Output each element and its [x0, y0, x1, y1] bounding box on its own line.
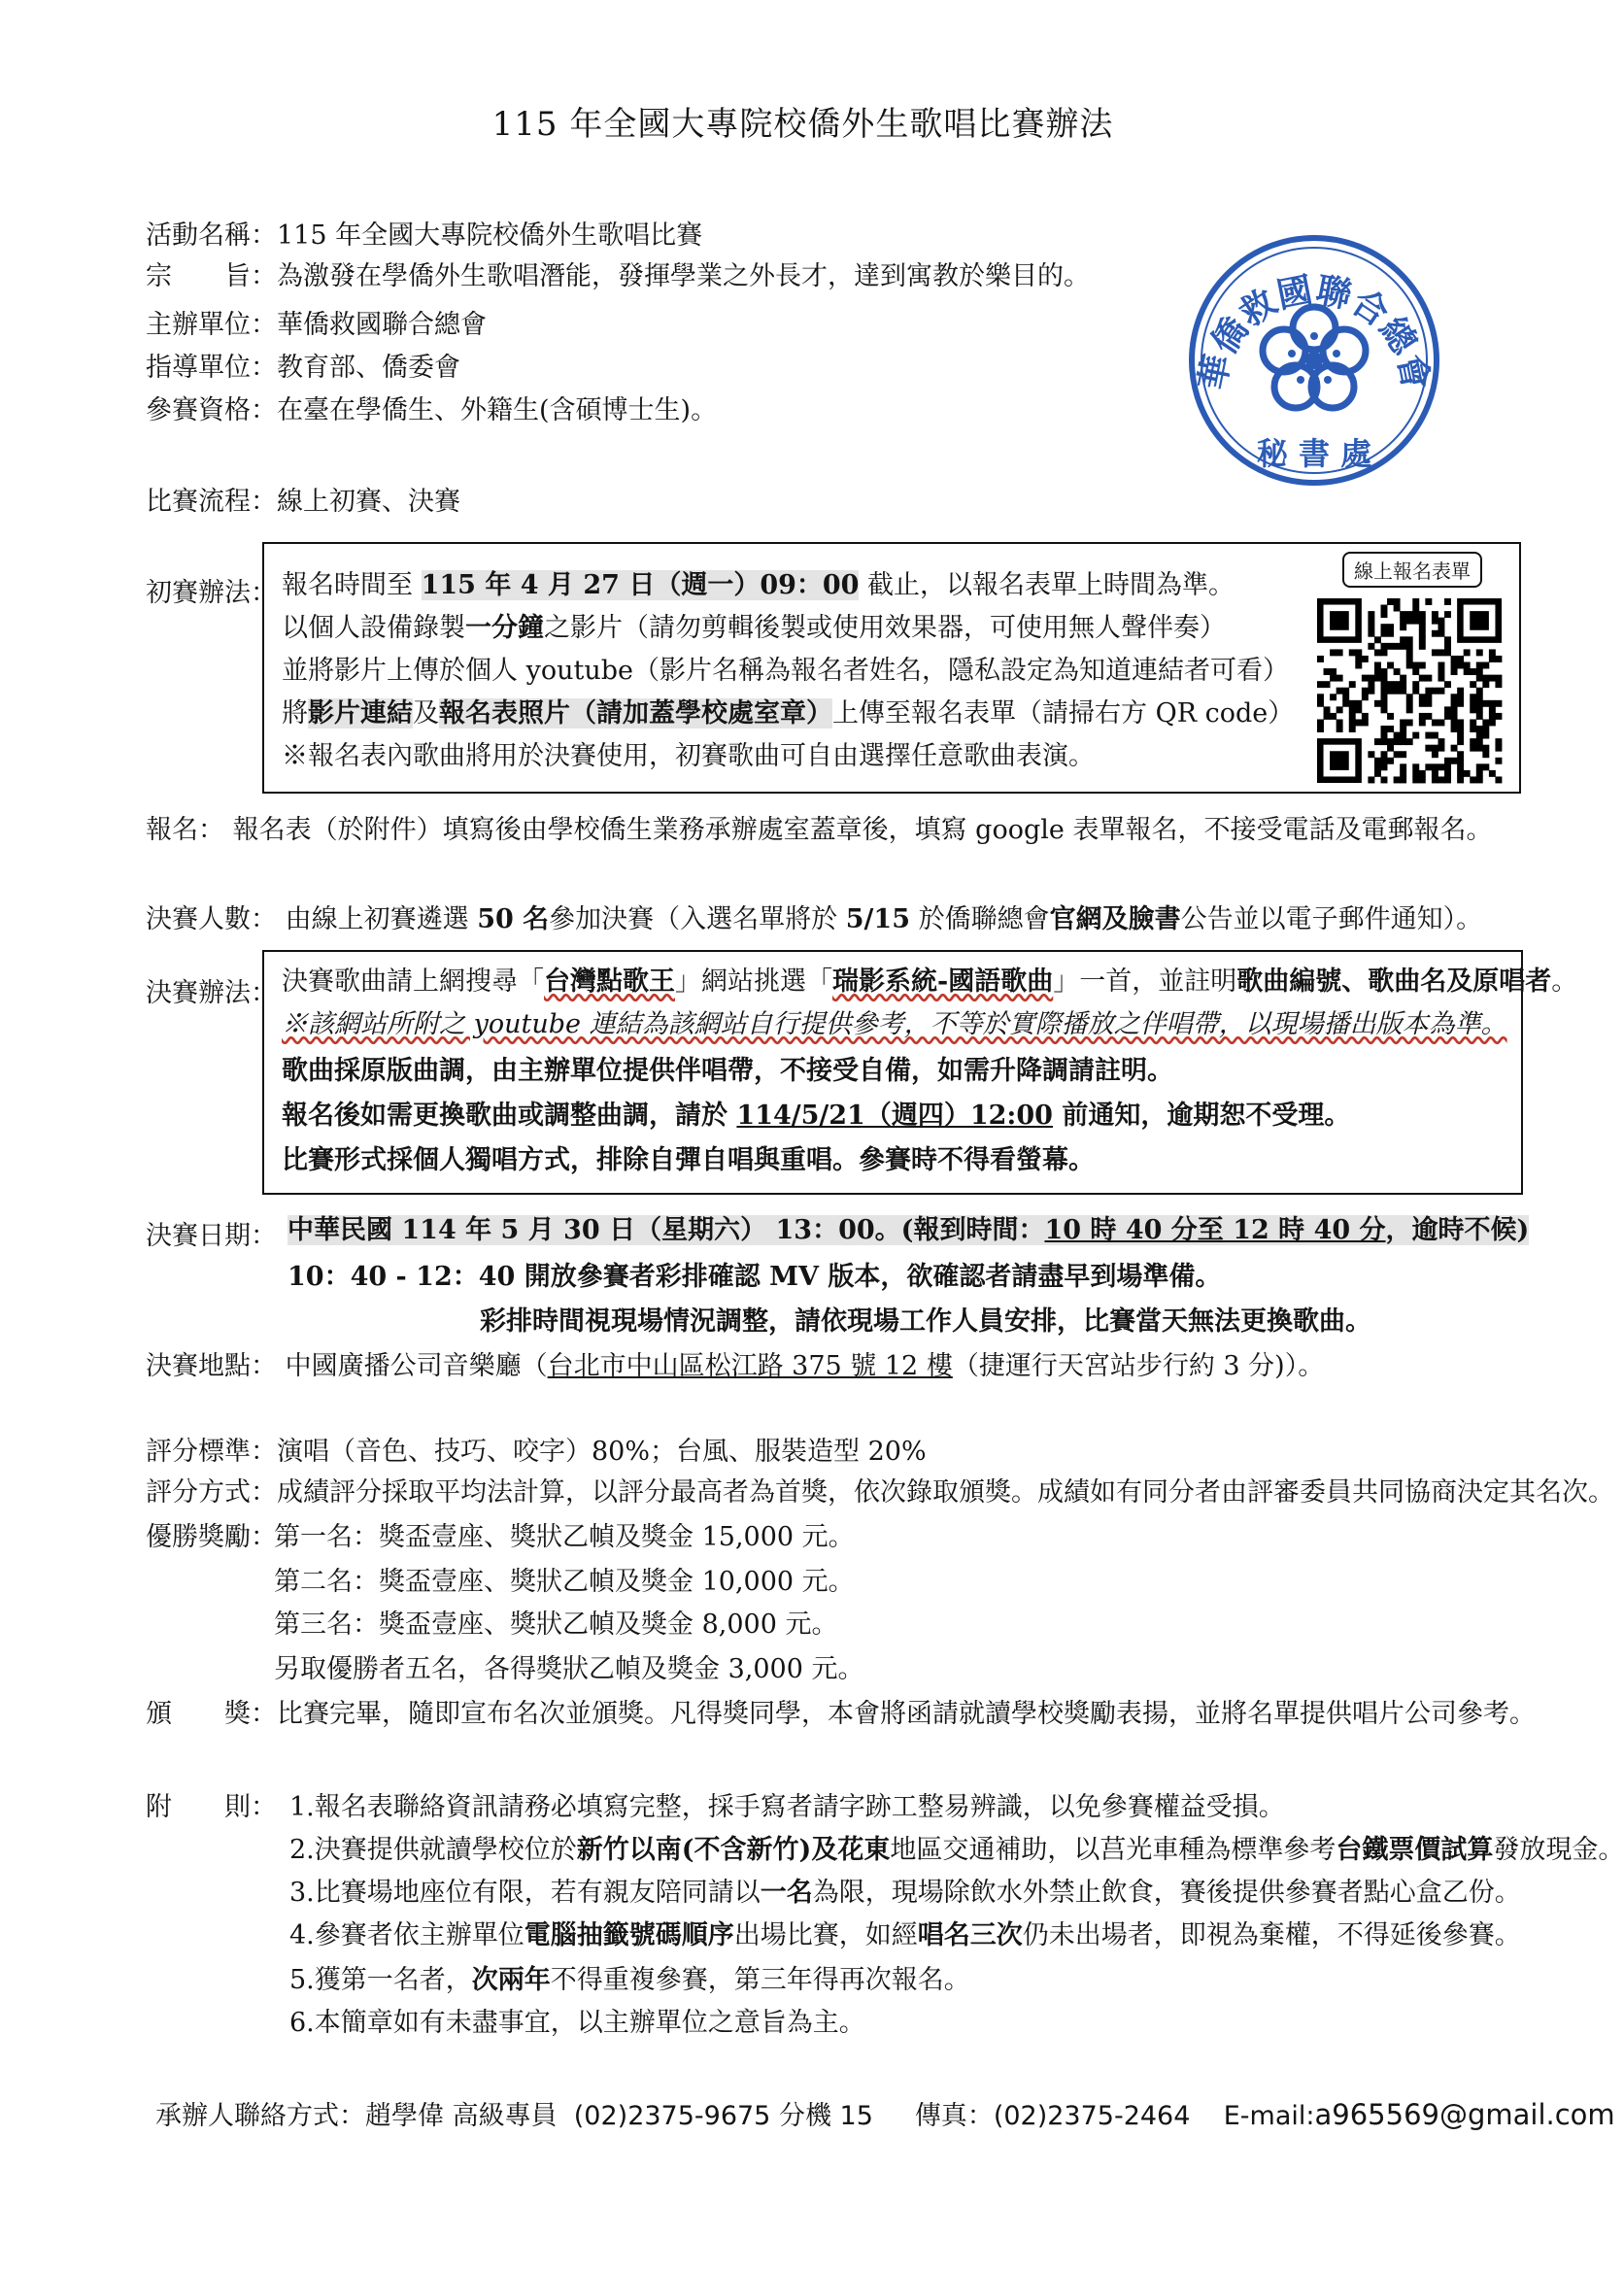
info-value: 在臺在學僑生、外籍生(含碩博士生)。 — [277, 395, 718, 425]
prelim-line-2: 以個人設備錄製一分鐘之影片（請勿剪輯後製或使用效果器，可使用無人聲伴奏） — [282, 613, 1226, 643]
method-row: 評分方式：成績評分採取平均法計算，以評分最高者為首獎，依次錄取頒獎。成績如有同分者由評審委員共同協商決定其名次。 — [146, 1477, 1614, 1508]
info-label: 活動名稱： — [146, 220, 277, 251]
final-label: 決賽辦法： — [146, 978, 277, 1008]
signup-value: 報名表（於附件）填寫後由學校僑生業務承辦處室蓋章後，填寫 google 表單報名，不接受電話及電郵報名。 — [232, 815, 1493, 845]
qr-code-icon[interactable] — [1317, 598, 1502, 783]
seal-ring-text: 華僑救國聯合總會 — [1191, 269, 1438, 393]
info-value: 為激發在學僑外生歌唱潛能，發揮學業之外長才，達到寓教於樂目的。 — [277, 261, 1090, 291]
qr-label: 線上報名表單 — [1342, 552, 1482, 588]
date-label: 決賽日期： — [146, 1221, 277, 1251]
rule-4: 4.參賽者依主辦單位電腦抽籤號碼順序出場比賽，如經唱名三次仍未出場者，即視為棄權，不得延後參賽。 — [289, 1920, 1521, 1950]
date-line-2: 10：40 - 12：40 開放參賽者彩排確認 MV 版本，欲確認者請盡早到場準備。 — [288, 1262, 1222, 1292]
signup-row — [146, 814, 1492, 847]
info-purpose — [146, 260, 1090, 293]
site-name: 台灣點歌王 — [544, 966, 675, 997]
date-line-1: 中華民國 114 年 5 月 30 日（星期六） 13：00。(報到時間：10 時 40 分至 12 時 40 分，逾時不候) — [288, 1215, 1530, 1245]
prelim-line-4: 將影片連結及報名表照片（請加蓋學校處室章）上傳至報名表單（請掃右方 QR code） — [282, 698, 1295, 729]
song-system: 瑞影系統-國語歌曲 — [832, 966, 1054, 997]
info-process — [146, 486, 460, 519]
info-label: 主辦單位： — [146, 310, 277, 340]
prelim-label: 初賽辦法： — [146, 578, 277, 608]
final-line-2: ※該網站所附之 youtube 連結為該網站自行提供參考，不等於實際播放之伴唱帶，以現場播出版本為準。 — [282, 1009, 1507, 1039]
signup-label: 報名： — [146, 815, 224, 845]
rule-1: 1.報名表聯絡資訊請務必填寫完整，採手寫者請字跡工整易辨識，以免參賽權益受損。 — [289, 1792, 1285, 1822]
info-label: 指導單位： — [146, 353, 277, 383]
prize-item-3: 第三名：獎盃壹座、獎狀乙幀及獎金 8,000 元。 — [274, 1610, 838, 1640]
prize-item-1: 第一名：獎盃壹座、獎狀乙幀及獎金 15,000 元。 — [274, 1522, 855, 1552]
date-line-3: 彩排時間視現場情況調整，請依現場工作人員安排，比賽當天無法更換歌曲。 — [480, 1306, 1371, 1337]
info-label: 參賽資格： — [146, 395, 277, 425]
final-line-3: 歌曲採原版曲調，由主辦單位提供伴唱帶，不接受自備，如需升降調請註明。 — [282, 1056, 1173, 1086]
rule-5: 5.獲第一名者，次兩年不得重複參賽，第三年得再次報名。 — [289, 1965, 970, 1995]
info-value: 115 年全國大專院校僑外生歌唱比賽 — [277, 220, 703, 251]
info-value: 教育部、僑委會 — [277, 353, 460, 383]
contact-person: 承辦人聯絡方式：趙學偉 高級專員 — [155, 2101, 558, 2131]
scoring-row: 評分標準：演唱（音色、技巧、咬字）80%；台風、服裝造型 20% — [146, 1437, 927, 1467]
venue-row: 決賽地點： 中國廣播公司音樂廳（台北市中山區松江路 375 號 12 樓（捷運行天宮站步行約 3 分)）。 — [146, 1351, 1325, 1381]
venue-address: 台北市中山區松江路 375 號 12 樓 — [547, 1351, 953, 1381]
seal-bottom-text: 秘 書 處 — [1256, 435, 1372, 472]
contact-phone: (02)2375-9675 分機 15 — [573, 2101, 873, 2131]
organization-seal — [1187, 233, 1441, 488]
rule-3: 3.比賽場地座位有限，若有親友陪同請以一名為限，現場除飲水外禁止飲食，賽後提供參賽者點心盒乙份。 — [289, 1878, 1521, 1908]
info-organizer — [146, 309, 487, 342]
page-title: 115 年全國大專院校僑外生歌唱比賽辦法 — [491, 105, 1114, 144]
contact-fax: (02)2375-2464 — [993, 2101, 1191, 2131]
prize-item-4: 另取優勝者五名，各得獎狀乙幀及獎金 3,000 元。 — [274, 1654, 864, 1684]
info-label: 比賽流程： — [146, 487, 277, 517]
info-supervisor — [146, 352, 460, 385]
finalists-row: 決賽人數： 由線上初賽遴選 50 名參加決賽（入選名單將於 5/15 於僑聯總會官網及臉書公告並以電子郵件通知）。 — [146, 904, 1483, 934]
final-line-4: 報名後如需更換歌曲或調整曲調，請於 114/5/21（週四）12:00 前通知，逾期恕不受理。 — [282, 1101, 1351, 1131]
prelim-line-1: 報名時間至 115 年 4 月 27 日（週一）09：00 截止，以報名表單上時間為準。 — [282, 570, 1235, 600]
email-label: E-mail: — [1223, 2101, 1315, 2131]
info-eligibility — [146, 394, 717, 427]
signup-qr-block[interactable] — [1311, 552, 1506, 793]
contact-email[interactable]: a965569@gmail.com — [1314, 2098, 1615, 2131]
info-value: 線上初賽、決賽 — [277, 487, 460, 517]
prelim-line-3: 並將影片上傳於個人 youtube（影片名稱為報名者姓名，隱私設定為知道連結者可看） — [282, 656, 1289, 686]
rules-label: 附 則： — [146, 1792, 277, 1822]
final-line-5: 比賽形式採個人獨唱方式，排除自彈自唱與重唱。參賽時不得看螢幕。 — [282, 1145, 1095, 1175]
prelim-line-5: ※報名表內歌曲將用於決賽使用，初賽歌曲可自由選擇任意歌曲表演。 — [282, 741, 1095, 771]
rule-2: 2.決賽提供就讀學校位於新竹以南(不含新竹)及花東地區交通補助，以莒光車種為標準參考台鐵票價試算發放現金。 — [289, 1835, 1624, 1865]
info-value: 華僑救國聯合總會 — [277, 310, 487, 340]
deadline-highlight: 115 年 4 月 27 日（週一）09：00 — [421, 570, 860, 600]
contact-footer — [155, 2094, 1615, 2132]
prize-item-2: 第二名：獎盃壹座、獎狀乙幀及獎金 10,000 元。 — [274, 1567, 855, 1597]
fax-label: 傳真： — [914, 2101, 994, 2131]
award-row: 頒 獎：比賽完畢，隨即宣布名次並頒獎。凡得獎同學，本會將函請就讀學校獎勵表揚，並將名單提供唱片公司參考。 — [146, 1699, 1536, 1729]
info-activity-name — [146, 220, 702, 253]
info-label: 宗 旨： — [146, 261, 277, 291]
final-line-1: 決賽歌曲請上網搜尋「台灣點歌王」網站挑選「瑞影系統-國語歌曲」一首，並註明歌曲編號、歌曲名及原唱者。 — [282, 966, 1578, 997]
rule-6: 6.本簡章如有未盡事宜，以主辦單位之意旨為主。 — [289, 2008, 865, 2038]
prize-label: 優勝獎勵： — [146, 1522, 277, 1552]
